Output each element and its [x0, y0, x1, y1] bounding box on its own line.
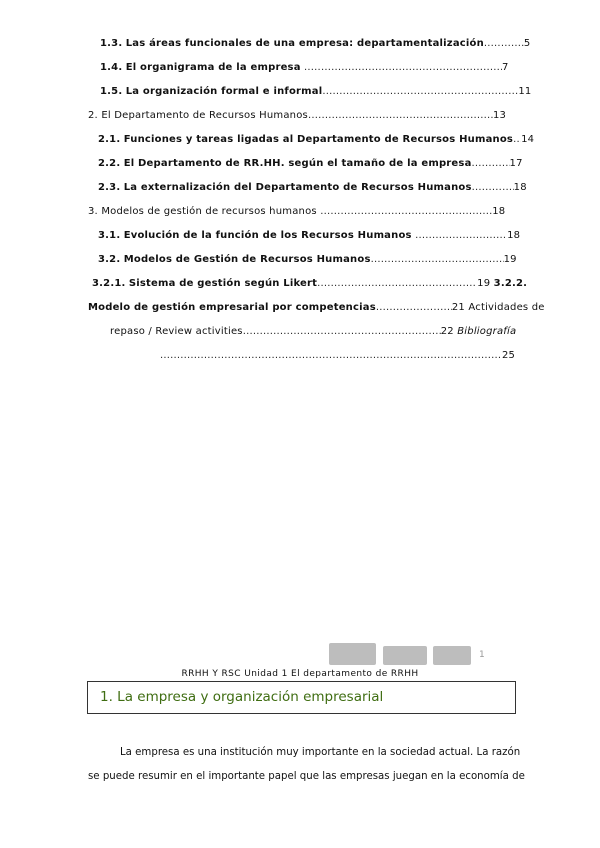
toc-entry-1-3[interactable] — [100, 38, 531, 49]
toc-entry-3[interactable] — [88, 206, 505, 217]
toc-title: El Departamento de Recursos Humanos — [101, 110, 308, 121]
toc-number: 1.4. — [100, 62, 123, 73]
toc-entry-bibliography[interactable] — [160, 350, 515, 361]
toc-number: 3.2. — [98, 254, 121, 265]
toc-entry-2-1[interactable] — [98, 134, 534, 145]
toc-title-next: Bibliografía — [457, 326, 517, 337]
toc-page: 7 — [502, 62, 509, 73]
toc-entry-3-2-2[interactable] — [88, 302, 545, 313]
toc-number: 3.1. — [98, 230, 121, 241]
toc-title: La organización formal e informal — [125, 86, 323, 97]
toc-title: El Departamento de RR.HH. según el tamaño de la empresa — [123, 158, 472, 169]
running-header: RRHH Y RSC Unidad 1 El departamento de RRHH — [181, 669, 419, 679]
toc-title: Modelos de Gestión de Recursos Humanos — [123, 254, 371, 265]
toc-page: 18 — [513, 182, 527, 193]
toc-page: 19 — [477, 278, 491, 289]
toc-title: Modelo de gestión empresarial por competencias — [88, 302, 376, 313]
toc-entry-2-3[interactable] — [98, 182, 527, 193]
toc-title: repaso / Review activities — [110, 326, 243, 337]
body-line: La empresa es una institución muy importante en la sociedad actual. La razón — [120, 747, 521, 758]
toc-number: 2. — [88, 110, 98, 121]
page-mark: 1 — [479, 650, 485, 660]
toc-title: Evolución de la función de los Recursos Humanos — [123, 230, 412, 241]
toc-title: Funciones y tareas ligadas al Departamento de Recursos Humanos — [123, 134, 514, 145]
toc-page: 11 — [518, 86, 532, 97]
toc-entry-2-2[interactable] — [98, 158, 523, 169]
toc-number: 2.3. — [98, 182, 121, 193]
toc-entry-3-1[interactable] — [98, 230, 520, 241]
toc-title: Modelos de gestión de recursos humanos — [101, 206, 317, 217]
redacted-block — [383, 646, 427, 665]
toc-entry-3-2-1[interactable] — [92, 278, 527, 289]
toc-title-next: Actividades de — [468, 302, 545, 313]
toc-number: 1.5. — [100, 86, 123, 97]
toc-entry-2[interactable] — [88, 110, 506, 121]
body-line: se puede resumir en el importante papel que las empresas juegan en la economía de — [88, 771, 525, 782]
redacted-block — [433, 646, 471, 665]
toc-number-next: 3.2.2. — [493, 278, 528, 289]
toc-entry-3-2[interactable] — [98, 254, 517, 265]
toc-number: 2.1. — [98, 134, 121, 145]
toc-number: 1.3. — [100, 38, 123, 49]
toc-entry-1-4[interactable] — [100, 62, 514, 73]
toc-page: 18 — [492, 206, 506, 217]
toc-number: 2.2. — [98, 158, 121, 169]
toc-entry-activities[interactable] — [110, 326, 516, 337]
toc-page: 25 — [502, 350, 516, 361]
toc-number: 3. — [88, 206, 98, 217]
toc-page: 18 — [507, 230, 521, 241]
toc-page: 22 — [440, 326, 454, 337]
section-title: 1. La empresa y organización empresarial — [100, 689, 384, 705]
section-heading-box — [87, 681, 516, 714]
toc-page: 19 — [503, 254, 517, 265]
toc-page: 21 — [451, 302, 465, 313]
toc-title: Las áreas funcionales de una empresa: departamentalización — [125, 38, 484, 49]
toc-entry-1-5[interactable] — [100, 86, 531, 97]
redacted-block — [329, 643, 376, 665]
toc-page: 17 — [509, 158, 523, 169]
toc-page: 14 — [521, 134, 535, 145]
toc-title: Sistema de gestión según Likert — [128, 278, 318, 289]
toc-title: La externalización del Departamento de Recursos Humanos — [123, 182, 472, 193]
toc-page: 5 — [523, 38, 531, 49]
toc-number: 3.2.1. — [92, 278, 126, 289]
toc-page: 13 — [492, 110, 507, 121]
toc-title: El organigrama de la empresa — [125, 62, 301, 73]
